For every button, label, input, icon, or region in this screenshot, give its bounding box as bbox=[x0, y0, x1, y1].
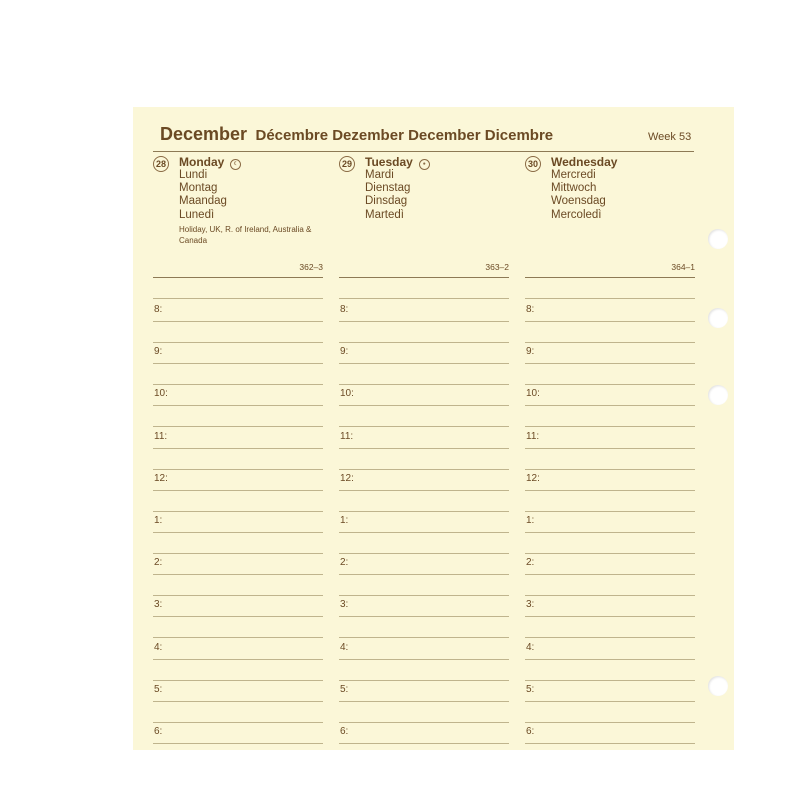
writing-line[interactable] bbox=[153, 701, 323, 702]
writing-line[interactable] bbox=[525, 743, 695, 744]
writing-line[interactable] bbox=[153, 743, 323, 744]
writing-line[interactable] bbox=[525, 384, 695, 385]
writing-line[interactable] bbox=[153, 448, 323, 449]
writing-line[interactable] bbox=[153, 532, 323, 533]
writing-line[interactable] bbox=[525, 574, 695, 575]
writing-line[interactable] bbox=[525, 701, 695, 702]
day-translation: Martedì bbox=[365, 208, 404, 221]
hour-label: 4: bbox=[526, 641, 535, 653]
moon-phase-icon: ● bbox=[419, 159, 430, 170]
day-translations bbox=[179, 169, 227, 222]
writing-line[interactable] bbox=[525, 405, 695, 406]
writing-line[interactable] bbox=[153, 384, 323, 385]
writing-line[interactable] bbox=[339, 680, 509, 681]
day-column-tuesday bbox=[339, 154, 509, 274]
day-translation: Lundi bbox=[179, 169, 208, 181]
writing-line[interactable] bbox=[525, 511, 695, 512]
day-column-wednesday bbox=[525, 154, 695, 274]
writing-line[interactable] bbox=[153, 321, 323, 322]
writing-line[interactable] bbox=[153, 616, 323, 617]
punch-hole bbox=[708, 385, 728, 405]
header-divider bbox=[153, 151, 694, 152]
writing-line[interactable] bbox=[525, 659, 695, 660]
writing-line[interactable] bbox=[339, 298, 509, 299]
writing-line[interactable] bbox=[339, 743, 509, 744]
writing-line[interactable] bbox=[339, 616, 509, 617]
day-translation: Mittwoch bbox=[551, 182, 597, 195]
writing-line[interactable] bbox=[153, 426, 323, 427]
writing-line[interactable] bbox=[525, 490, 695, 491]
column-divider bbox=[339, 277, 509, 278]
writing-line[interactable] bbox=[153, 511, 323, 512]
writing-line[interactable] bbox=[525, 363, 695, 364]
day-translation: Mercoledì bbox=[551, 208, 602, 221]
writing-line[interactable] bbox=[525, 426, 695, 427]
hour-label: 6: bbox=[154, 726, 163, 737]
writing-line[interactable] bbox=[153, 680, 323, 681]
writing-line[interactable] bbox=[525, 722, 695, 723]
column-divider bbox=[153, 277, 323, 278]
day-translation: Mardi bbox=[365, 169, 394, 181]
punch-hole bbox=[708, 676, 728, 696]
day-name-text: Wednesday bbox=[551, 155, 618, 169]
writing-line[interactable] bbox=[153, 405, 323, 406]
month-name: December bbox=[160, 124, 248, 144]
writing-line[interactable] bbox=[339, 574, 509, 575]
writing-line[interactable] bbox=[525, 448, 695, 449]
day-count: 363–2 bbox=[485, 262, 509, 272]
day-translation: Lunedì bbox=[179, 208, 215, 221]
moon-phase-icon: ☾ bbox=[230, 159, 241, 170]
hour-label: 2: bbox=[526, 557, 535, 569]
hour-label: 9: bbox=[154, 346, 163, 358]
day-translation: Woensdag bbox=[551, 195, 606, 208]
writing-line[interactable] bbox=[525, 595, 695, 596]
day-translations bbox=[551, 169, 606, 222]
writing-line[interactable] bbox=[153, 490, 323, 491]
writing-line[interactable] bbox=[525, 321, 695, 322]
writing-line[interactable] bbox=[339, 342, 509, 343]
writing-line[interactable] bbox=[525, 532, 695, 533]
writing-line[interactable] bbox=[339, 426, 509, 427]
week-number: Week 53 bbox=[648, 131, 692, 143]
writing-line[interactable] bbox=[153, 637, 323, 638]
writing-line[interactable] bbox=[339, 469, 509, 470]
hour-label: 3: bbox=[526, 599, 535, 611]
hour-label: 8: bbox=[526, 304, 535, 315]
writing-line[interactable] bbox=[525, 298, 695, 299]
day-name bbox=[551, 155, 617, 169]
day-name bbox=[365, 155, 430, 170]
hour-label: 1: bbox=[526, 515, 535, 526]
hour-label: 6: bbox=[340, 726, 349, 737]
writing-line[interactable] bbox=[153, 363, 323, 364]
writing-line[interactable] bbox=[525, 469, 695, 470]
hour-label: 5: bbox=[340, 683, 349, 695]
day-column-monday bbox=[153, 154, 323, 274]
hour-label: 1: bbox=[340, 515, 349, 526]
page-title bbox=[160, 124, 553, 146]
day-count: 364–1 bbox=[671, 262, 695, 272]
day-translation: Mercredi bbox=[551, 169, 596, 181]
hour-label: 6: bbox=[526, 726, 535, 737]
hour-label: 10: bbox=[526, 388, 540, 400]
day-number-badge: 29 bbox=[339, 156, 355, 172]
hour-label: 5: bbox=[154, 683, 163, 695]
hour-label: 2: bbox=[340, 557, 349, 569]
hour-label: 9: bbox=[526, 346, 535, 358]
writing-line[interactable] bbox=[339, 511, 509, 512]
writing-line[interactable] bbox=[153, 595, 323, 596]
day-count: 362–3 bbox=[299, 262, 323, 272]
hour-label: 8: bbox=[154, 304, 163, 315]
day-number-badge: 30 bbox=[525, 156, 541, 172]
writing-line[interactable] bbox=[153, 553, 323, 554]
writing-line[interactable] bbox=[525, 553, 695, 554]
hour-label: 11: bbox=[526, 430, 540, 442]
hour-label: 2: bbox=[154, 557, 163, 569]
writing-line[interactable] bbox=[153, 469, 323, 470]
writing-line[interactable] bbox=[525, 342, 695, 343]
day-name-text: Tuesday bbox=[365, 155, 413, 169]
writing-line[interactable] bbox=[525, 616, 695, 617]
writing-line[interactable] bbox=[339, 490, 509, 491]
hour-label: 12: bbox=[340, 472, 354, 484]
hour-label: 11: bbox=[340, 430, 354, 442]
punch-hole bbox=[708, 229, 728, 249]
writing-line[interactable] bbox=[525, 637, 695, 638]
writing-line[interactable] bbox=[339, 637, 509, 638]
hour-label: 3: bbox=[340, 599, 349, 611]
day-number-badge: 28 bbox=[153, 156, 169, 172]
punch-hole bbox=[708, 308, 728, 328]
writing-line[interactable] bbox=[339, 532, 509, 533]
hour-label: 12: bbox=[526, 472, 540, 484]
writing-line[interactable] bbox=[153, 298, 323, 299]
writing-line[interactable] bbox=[153, 659, 323, 660]
hour-label: 10: bbox=[154, 388, 168, 400]
hour-label: 5: bbox=[526, 683, 535, 695]
writing-line[interactable] bbox=[339, 701, 509, 702]
day-name bbox=[179, 155, 241, 170]
writing-line[interactable] bbox=[339, 363, 509, 364]
hour-label: 10: bbox=[340, 388, 354, 400]
writing-line[interactable] bbox=[339, 384, 509, 385]
day-translation: Dinsdag bbox=[365, 195, 408, 208]
writing-line[interactable] bbox=[153, 342, 323, 343]
writing-line[interactable] bbox=[339, 659, 509, 660]
hour-label: 8: bbox=[340, 304, 349, 315]
hour-label: 11: bbox=[154, 430, 168, 442]
day-translation: Montag bbox=[179, 182, 218, 195]
writing-line[interactable] bbox=[339, 321, 509, 322]
writing-line[interactable] bbox=[153, 574, 323, 575]
writing-line[interactable] bbox=[153, 722, 323, 723]
column-divider bbox=[525, 277, 695, 278]
writing-line[interactable] bbox=[339, 448, 509, 449]
month-translations: Décembre Dezember December Dicembre bbox=[255, 127, 554, 144]
day-translation: Dienstag bbox=[365, 182, 411, 195]
writing-line[interactable] bbox=[339, 595, 509, 596]
writing-line[interactable] bbox=[339, 405, 509, 406]
hour-label: 4: bbox=[340, 641, 349, 653]
hour-label: 3: bbox=[154, 599, 163, 611]
day-name-text: Monday bbox=[179, 155, 225, 169]
hour-label: 4: bbox=[154, 641, 163, 653]
writing-line[interactable] bbox=[525, 680, 695, 681]
writing-line[interactable] bbox=[339, 553, 509, 554]
day-translation: Maandag bbox=[179, 195, 227, 208]
holiday-note: Holiday, UK, R. of Ireland, Australia & Canada bbox=[179, 225, 312, 245]
day-translations bbox=[365, 169, 410, 222]
hour-label: 1: bbox=[154, 515, 163, 526]
hour-label: 12: bbox=[154, 472, 168, 484]
writing-line[interactable] bbox=[339, 722, 509, 723]
hour-label: 9: bbox=[340, 346, 349, 358]
